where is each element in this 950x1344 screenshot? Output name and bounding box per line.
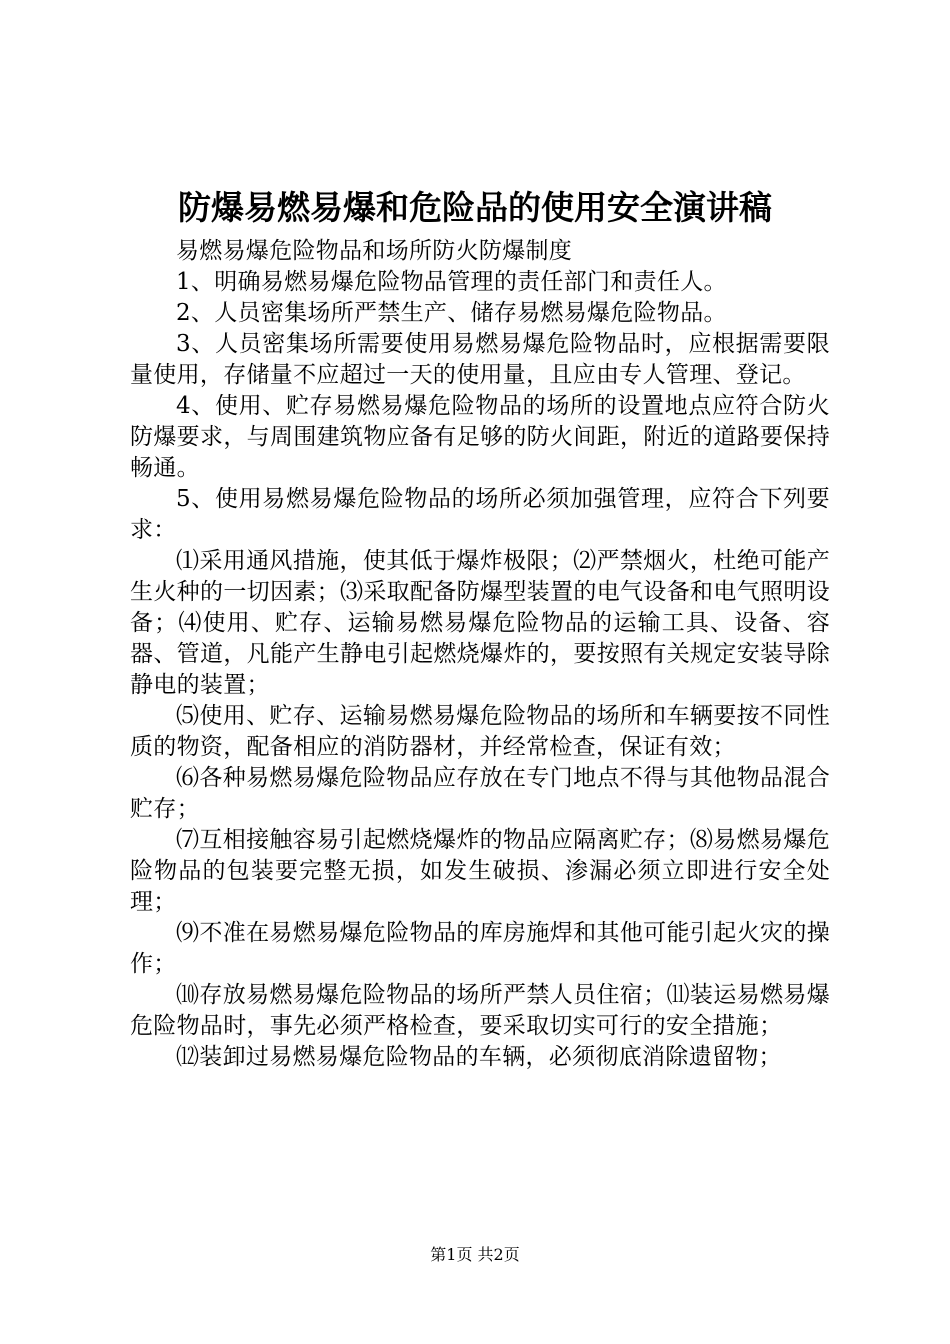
paragraph-sub-10-11: ⑽存放易燃易爆危险物品的场所严禁人员住宿；⑾装运易燃易爆危险物品时，事先必须严格检查，要采取切实可行的安全措施； [130, 982, 830, 1039]
page-footer: 第1页 共2页 [430, 1245, 520, 1264]
paragraph-item-1: 1、明确易燃易爆危险物品管理的责任部门和责任人。 [176, 269, 727, 295]
paragraph-item-5: 5、使用易燃易爆危险物品的场所必须加强管理，应符合下列要求： [130, 486, 830, 543]
paragraph-heading: 易燃易爆危险物品和场所防火防爆制度 [176, 238, 573, 264]
paragraph-item-2: 2、人员密集场所严禁生产、储存易燃易爆危险物品。 [176, 300, 727, 326]
document-body [130, 236, 830, 1073]
paragraph-sub-6: ⑹各种易燃易爆危险物品应存放在专门地点不得与其他物品混合贮存； [130, 765, 830, 822]
paragraph-sub-12: ⑿装卸过易燃易爆危险物品的车辆，必须彻底消除遗留物； [176, 1044, 782, 1070]
paragraph-sub-1-4: ⑴采用通风措施，使其低于爆炸极限；⑵严禁烟火，杜绝可能产生火种的一切因素；⑶采取配备防爆型装置的电气设备和电气照明设备；⑷使用、贮存、运输易燃易爆危险物品的运输工具、设备、容器、管道，凡能产生静电引起燃烧爆炸的，要按照有关规定安装导除静电的装置； [130, 548, 830, 698]
paragraph-sub-7-8: ⑺互相接触容易引起燃烧爆炸的物品应隔离贮存；⑻易燃易爆危险物品的包装要完整无损，如发生破损、渗漏必须立即进行安全处理； [130, 827, 830, 915]
paragraph-sub-5: ⑸使用、贮存、运输易燃易爆危险物品的场所和车辆要按不同性质的物资，配备相应的消防器材，并经常检查，保证有效； [130, 703, 830, 760]
document-title: 防爆易燃易爆和危险品的使用安全演讲稿 [178, 188, 772, 227]
paragraph-item-3: 3、人员密集场所需要使用易燃易爆危险物品时，应根据需要限量使用，存储量不应超过一天的使用量，且应由专人管理、登记。 [130, 331, 830, 388]
paragraph-sub-9: ⑼不准在易燃易爆危险物品的库房施焊和其他可能引起火灾的操作； [130, 920, 830, 977]
paragraph-item-4: 4、使用、贮存易燃易爆危险物品的场所的设置地点应符合防火防爆要求，与周围建筑物应备有足够的防火间距，附近的道路要保持畅通。 [130, 393, 830, 481]
